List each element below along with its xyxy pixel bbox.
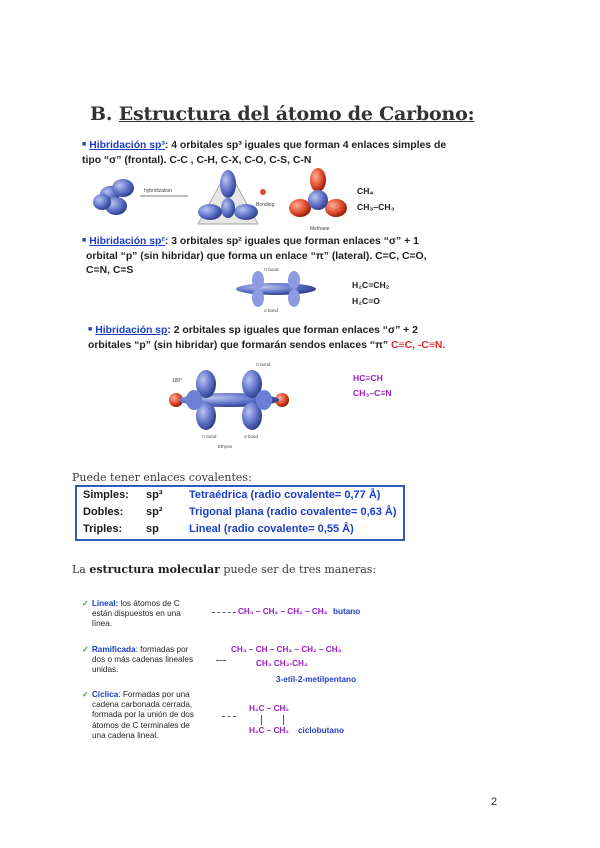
sp3-orbital-illustration [88,166,368,234]
ciclica-connector [222,716,236,717]
sp-pi-top-label: π bond [256,362,271,367]
bond-description: Trigonal plana (radio covalente= 0,63 Å) [189,506,397,518]
bond-description: Lineal (radio covalente= 0,55 Å) [189,523,354,535]
bullet-icon: ■ [82,237,87,244]
sp3-hybridization-label: hybridization [144,188,173,194]
sp3-paragraph [82,138,462,168]
bond-description: Tetraédrica (radio covalente= 0,77 Å) [189,489,381,501]
bond-type: Triples: [83,523,123,535]
ciclica-term: Cíclica [91,690,119,699]
sp2-p-lobe [288,289,300,307]
ciclica-desc-2: cadena carbonada cerrada, [92,700,193,710]
sp-keyword: Hibridación sp [95,325,168,336]
sp-pi-bottom-label: π bond [202,434,217,439]
section-prefix: B. [90,103,113,125]
sp2-sigma-lobe [236,283,316,295]
structure-ramificada [82,645,212,676]
sp-orbital-illustration [164,360,294,450]
bond-hybridization: sp² [146,506,163,518]
sp3-formula-2: CH₃–CH₃ [357,202,395,212]
lineal-desc-1: los átomos de C [118,599,180,608]
sp-p-lobe [186,390,202,410]
ciclica-desc-3: formada por la unión de dos [92,710,194,720]
check-icon: ✓ [82,599,89,608]
ramificada-term: Ramificada [91,645,136,654]
sp2-text-2: orbital “p” (sin hibridar) que forma un enlace “π” (lateral). C=C, C=O, [86,250,427,262]
sp2-p-lobe [252,271,264,289]
sp-p-lobe [256,390,272,410]
check-icon: ✓ [82,645,89,654]
page-number: 2 [491,796,498,808]
sp-formula-1: HC≡CH [353,373,383,383]
ciclica-ring-top: H₂C – CH₂ [249,704,290,713]
sp3-orbital-cluster [93,179,134,215]
ramificada-desc-2: dos o más cadenas lineales [92,655,194,665]
hydrogen-atom [260,189,266,195]
sp3-bonding-label: Bonding [256,202,275,208]
lineal-desc-2: están dispuestos en una [92,609,181,619]
sp2-orbital-illustration [226,264,326,314]
sp-sigma-label: σ bond [244,434,259,439]
ramificada-name: 3-etil-2-metilpentano [276,675,357,684]
ramificada-chain-main: CH₃ – CH – CH₂ – CH₂ – CH₃ [231,645,342,654]
sp2-label-top: π bond [264,267,279,272]
molecular-heading-prefix: La [72,563,90,576]
sp2-label-bottom: σ bond [264,308,279,313]
molecular-heading-suffix: puede ser de tres maneras: [219,563,377,576]
sp-text-1: : 2 orbitales sp iguales que forman enlaces “σ” + 2 [167,325,418,336]
ciclica-desc-1: : Formadas por una [118,690,190,699]
methane-label: Methane [310,226,330,232]
bond-hybridization: sp [146,523,159,535]
ramificada-desc-3: unidas. [92,665,119,675]
ethyne-label: Ethyne [218,444,233,449]
sp-angle-label: 180° [172,378,183,384]
ring-bond [261,715,262,725]
ramificada-desc-1: : formadas por [135,645,189,654]
sp3-text-2: tipo “σ” (frontal). C-C , C-H, C-X, C-O, C-S, C-N [82,154,312,166]
sp2-formula-1: H₂C=CH₂ [352,280,390,290]
sp2-p-lobe [288,271,300,289]
sp-text-2: orbitales “p” (sin hibridar) que formarán sendos enlaces “π” [88,339,389,351]
sp3-formula-1: CH₄ [357,186,374,196]
sp-text-2-examples: C≡C, -C≡N. [391,339,446,351]
ciclica-desc-4: átomos de C terminales de [92,720,190,730]
ciclica-desc-5: una cadena lineal. [92,730,159,740]
bond-type: Simples: [83,489,129,501]
bond-table [75,485,405,541]
sp3-text-1: : 4 orbitales sp³ iguales que forman 4 enlaces simples de [164,140,447,151]
sp2-text-1: : 3 orbitales sp² iguales que forman enlaces “σ” + 1 [164,236,419,247]
sp2-keyword: Hibridación sp² [89,236,165,247]
sp3-tetrahedron [198,170,258,224]
structure-lineal [82,599,222,630]
lineal-name: butano [333,607,361,616]
sp-paragraph [88,323,468,353]
sp3-keyword: Hibridación sp³ [89,140,165,151]
section-title-text: Estructura del átomo de Carbono: [118,103,475,125]
ramificada-chain-branch: CH₃ CH₂-CH₃ [256,659,308,668]
ciclica-ring-bottom: H₂C – CH₂ [249,726,290,735]
bond-type: Dobles: [83,506,124,518]
bond-hybridization: sp³ [146,489,163,501]
lineal-desc-3: línea. [92,619,113,629]
molecular-heading-bold: estructura molecular [89,563,220,576]
sp2-formula-2: H₂C=O [352,296,380,306]
check-icon: ✓ [82,690,89,699]
lineal-chain: CH₃ – CH₂ – CH₂ – CH₃ [238,607,328,616]
molecular-heading [72,563,376,576]
ring-bond [283,715,284,725]
sp2-text-3: C=N, C=S [86,265,134,276]
sp-formula-2: CH₃–C≡N [353,388,392,398]
ciclica-name: ciclobutano [298,726,344,735]
sp2-p-lobe [252,289,264,307]
bullet-icon: ■ [82,141,87,148]
bullet-icon: ■ [88,326,93,333]
structure-ciclica [82,690,212,741]
ramificada-connector [216,660,226,661]
covalent-heading: Puede tener enlaces covalentes: [72,471,252,484]
lineal-connector [212,612,236,613]
lineal-term: Lineal: [91,599,119,608]
methane-model [289,168,347,217]
section-title [90,103,474,125]
